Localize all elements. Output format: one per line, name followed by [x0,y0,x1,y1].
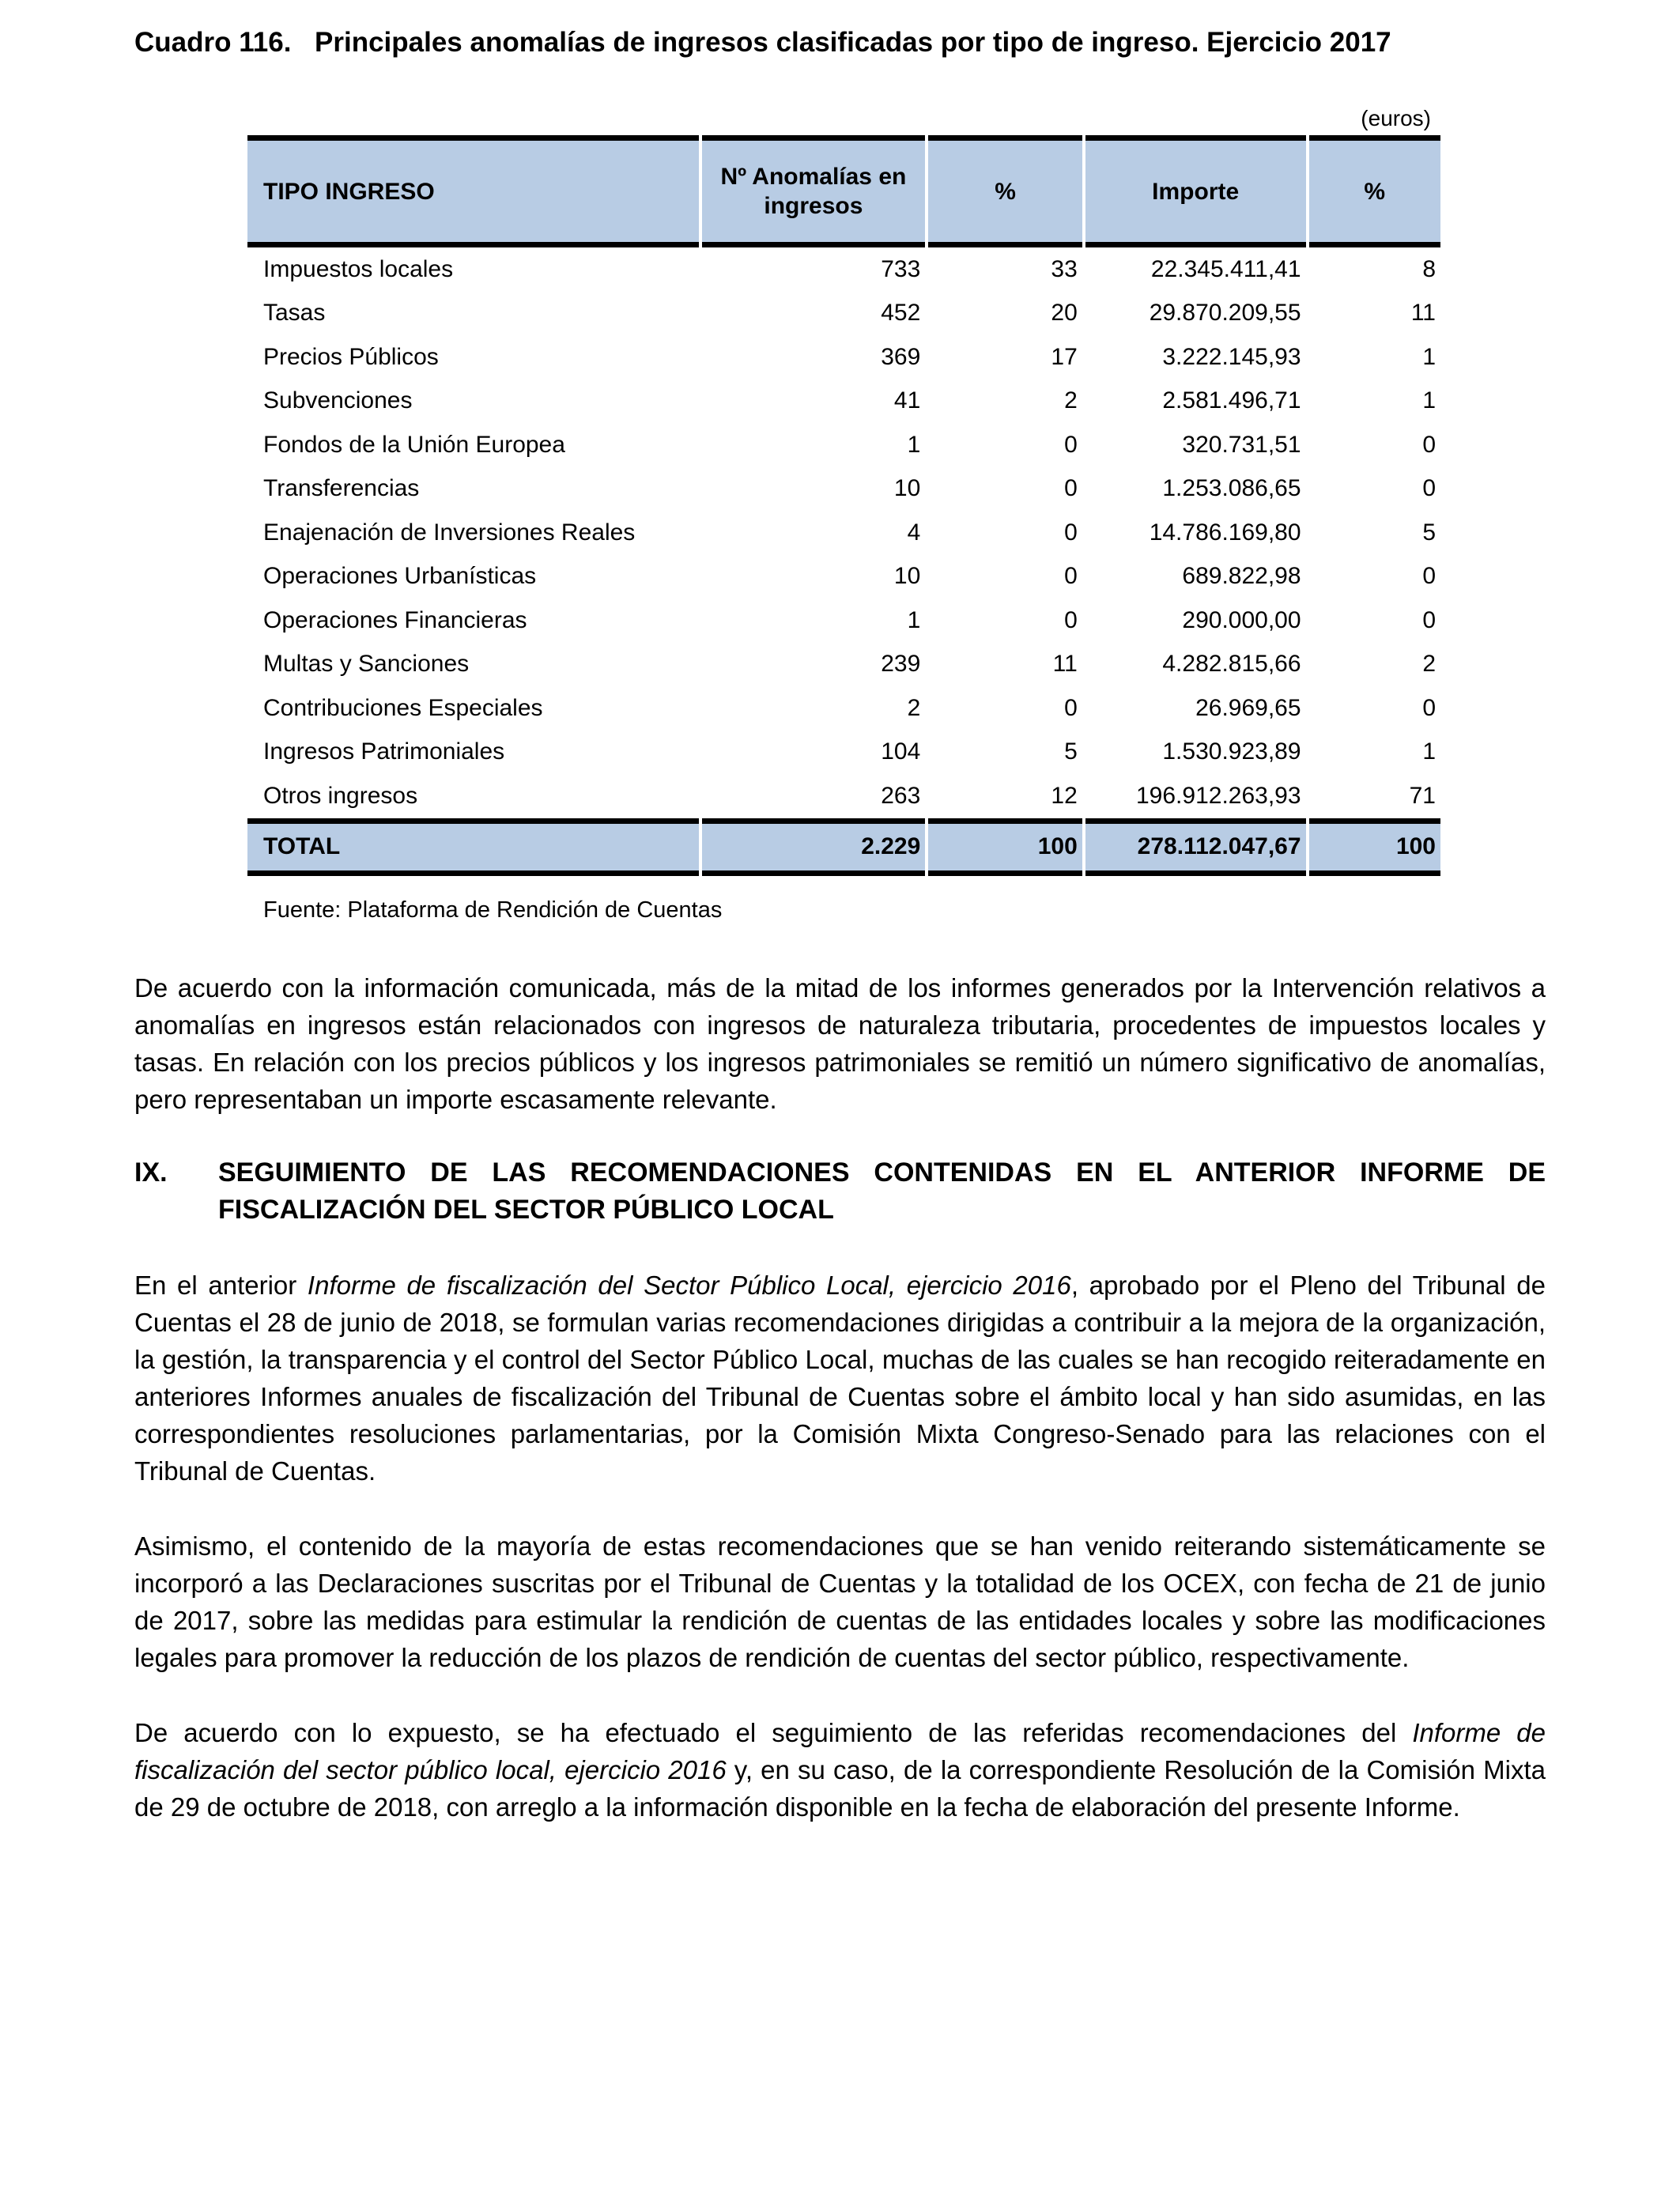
table-cell: 11 [1052,651,1078,678]
table-cell: 2.581.496,71 [1162,387,1301,414]
table-cell: 14.786.169,80 [1149,519,1301,546]
table-cell: 239 [881,651,921,678]
column-header: Importe [1085,135,1306,247]
table-cell: 1 [1422,738,1436,765]
total-cell: 278.112.047,67 [1085,818,1306,876]
table-cell: 5 [1422,519,1436,546]
source-note: Fuente: Plataforma de Rendición de Cuentas [263,897,723,923]
table-cell: 20 [1051,300,1078,327]
table-cell: 5 [1064,738,1078,765]
table-row [247,643,1440,687]
table-cell: 196.912.263,93 [1136,782,1301,809]
table-row [247,467,1440,512]
total-cell: 100 [1309,818,1440,876]
table-cell: 369 [881,343,921,370]
table-cell: 1 [1422,387,1436,414]
section-heading-text: SEGUIMIENTO DE LAS RECOMENDACIONES CONTENIDAS EN EL ANTERIOR INFORME DE FISCALIZACIÓN DEL SECTOR PÚBLICO LOCAL [218,1157,1546,1225]
table-row [247,292,1440,336]
paragraph-text: y, en su caso, de la correspondiente Resolución de la Comisión Mixta de 29 de octubre de 2018, con arreglo a la información disponible en la fecha de elaboración del presente Informe. [134,1754,1546,1822]
table-cell: Operaciones Financieras [263,606,527,633]
table-cell: 41 [893,387,921,414]
table-cell: 2 [1064,387,1078,414]
body-paragraph [134,1714,1546,1826]
table-cell: 0 [1422,431,1436,458]
table-row [247,599,1440,643]
table-cell: 4.282.815,66 [1162,651,1301,678]
table-cell: Impuestos locales [263,255,454,282]
table-cell: Tasas [263,300,326,327]
table-cell: 12 [1051,782,1078,809]
table-block [247,105,1440,923]
table-row [247,774,1440,818]
table-cell: Precios Públicos [263,343,439,370]
table-cell: 71 [1409,782,1436,809]
currency-note: (euros) [1361,106,1431,130]
report-title-italic: Informe de fiscalización del sector público local, ejercicio 2016 [134,1717,1546,1784]
table-caption-number: Cuadro 116. [134,27,292,58]
paragraph-text: , aprobado por el Pleno del Tribunal de Cuentas el 28 de junio de 2018, se formulan varias recomendaciones dirigidas a contribuir a la mejora de la organización, la gestión, la transparencia y el control del Sector Público Local, muchas de las cuales se han recogido reiteradamente en anteriores Informes anuales de fiscalización del Tribunal de Cuentas sobre el ámbito local y han sido asumidas, en las correspondientes resoluciones parlamentarias, por la Comisión Mixta Congreso-Senado para las relaciones con el Tribunal de Cuentas. [134,1270,1546,1486]
table-cell: 33 [1051,255,1078,282]
table-cell: 0 [1064,519,1078,546]
table-cell: 1 [907,431,921,458]
table-cell: Enajenación de Inversiones Reales [263,519,636,546]
table-cell: 11 [1410,300,1436,327]
table-cell: 0 [1064,475,1078,502]
table-cell: Fondos de la Unión Europea [263,431,565,458]
table-cell: 1.530.923,89 [1162,738,1301,765]
table-cell: Operaciones Urbanísticas [263,563,537,590]
table-row [247,423,1440,467]
body-paragraph [134,1267,1546,1490]
table-cell: 2 [1422,651,1436,678]
table-cell: 10 [893,475,921,502]
table-cell: 1.253.086,65 [1162,475,1301,502]
table-row [247,335,1440,380]
table-cell: 8 [1422,255,1436,282]
section-heading-number: IX. [134,1157,168,1188]
table-cell: 104 [881,738,921,765]
table-cell: 10 [893,563,921,590]
table-cell: 22.345.411,41 [1150,255,1301,282]
table-total-row [247,818,1440,876]
table-cell: 320.731,51 [1182,431,1301,458]
table-cell: 0 [1064,563,1078,590]
table-cell: 0 [1422,475,1436,502]
column-header: Nº Anomalías en ingresos [702,135,926,247]
table-cell: Contribuciones Especiales [263,694,543,721]
body-paragraph [134,969,1546,1118]
table-header-row [247,135,1440,247]
table-cell: Transferencias [263,475,420,502]
table-cell: 2 [907,694,921,721]
table-row [247,555,1440,599]
section-heading [134,1154,1546,1229]
table-cell: 689.822,98 [1182,563,1301,590]
table-cell: 26.969,65 [1195,694,1301,721]
table-cell: 3.222.145,93 [1162,343,1301,370]
table-row [247,380,1440,424]
paragraph-text: De acuerdo con lo expuesto, se ha efectuado el seguimiento de las referidas recomendaciones del [134,1717,1413,1747]
column-header: % [928,135,1082,247]
table-cell: 0 [1422,606,1436,633]
table-cell: 0 [1422,563,1436,590]
paragraph-text: En el anterior [134,1270,308,1300]
table-cell: 17 [1051,343,1078,370]
total-cell: 100 [928,818,1082,876]
table-cell: 0 [1064,606,1078,633]
table-cell: Multas y Sanciones [263,651,470,678]
table-cell: 0 [1422,694,1436,721]
total-cell: 2.229 [702,818,926,876]
table-cell: Subvenciones [263,387,413,414]
table-cell: 733 [881,255,921,282]
table-cell: 0 [1064,694,1078,721]
table-cell: 1 [907,606,921,633]
table-row [247,731,1440,775]
column-header: TIPO INGRESO [247,135,699,247]
body-paragraph [134,1527,1546,1676]
table-cell: 4 [907,519,921,546]
table-cell: Ingresos Patrimoniales [263,738,505,765]
table-cell: 452 [881,300,921,327]
table-cell: 29.870.209,55 [1149,300,1301,327]
table-caption [134,24,1546,61]
table-cell: Otros ingresos [263,782,418,809]
paragraph-text: Asimismo, el contenido de la mayoría de estas recomendaciones que se han venido reiterando sistemáticamente se incorporó a las Declaraciones suscritas por el Tribunal de Cuentas y la totalidad de los OCEX, con fecha de 21 de junio de 2017, sobre las medidas para estimular la rendición de cuentas de las entidades locales y sobre las modificaciones legales para promover la reducción de los plazos de rendición de cuentas del sector público, respectivamente. [134,1531,1546,1672]
income-anomalies-table [247,135,1440,876]
total-cell: TOTAL [247,818,699,876]
report-title-italic: Informe de fiscalización del Sector Público Local, ejercicio 2016 [307,1270,1071,1300]
table-caption-text: Principales anomalías de ingresos clasificadas por tipo de ingreso. Ejercicio 2017 [315,27,1391,58]
paragraph-text: De acuerdo con la información comunicada, más de la mitad de los informes generados por la Intervención relativos a anomalías en ingresos están relacionados con ingresos de naturaleza tributaria, procedentes de impuestos locales y tasas. En relación con los precios públicos y los ingresos patrimoniales se remitió un número significativo de anomalías, pero representaban un importe escasamente relevante. [134,972,1546,1114]
table-cell: 0 [1064,431,1078,458]
table-cell: 290.000,00 [1182,606,1301,633]
column-header: % [1309,135,1440,247]
table-row [247,686,1440,731]
table-row [247,247,1440,292]
table-cell: 1 [1422,343,1436,370]
table-row [247,511,1440,555]
table-cell: 263 [881,782,921,809]
